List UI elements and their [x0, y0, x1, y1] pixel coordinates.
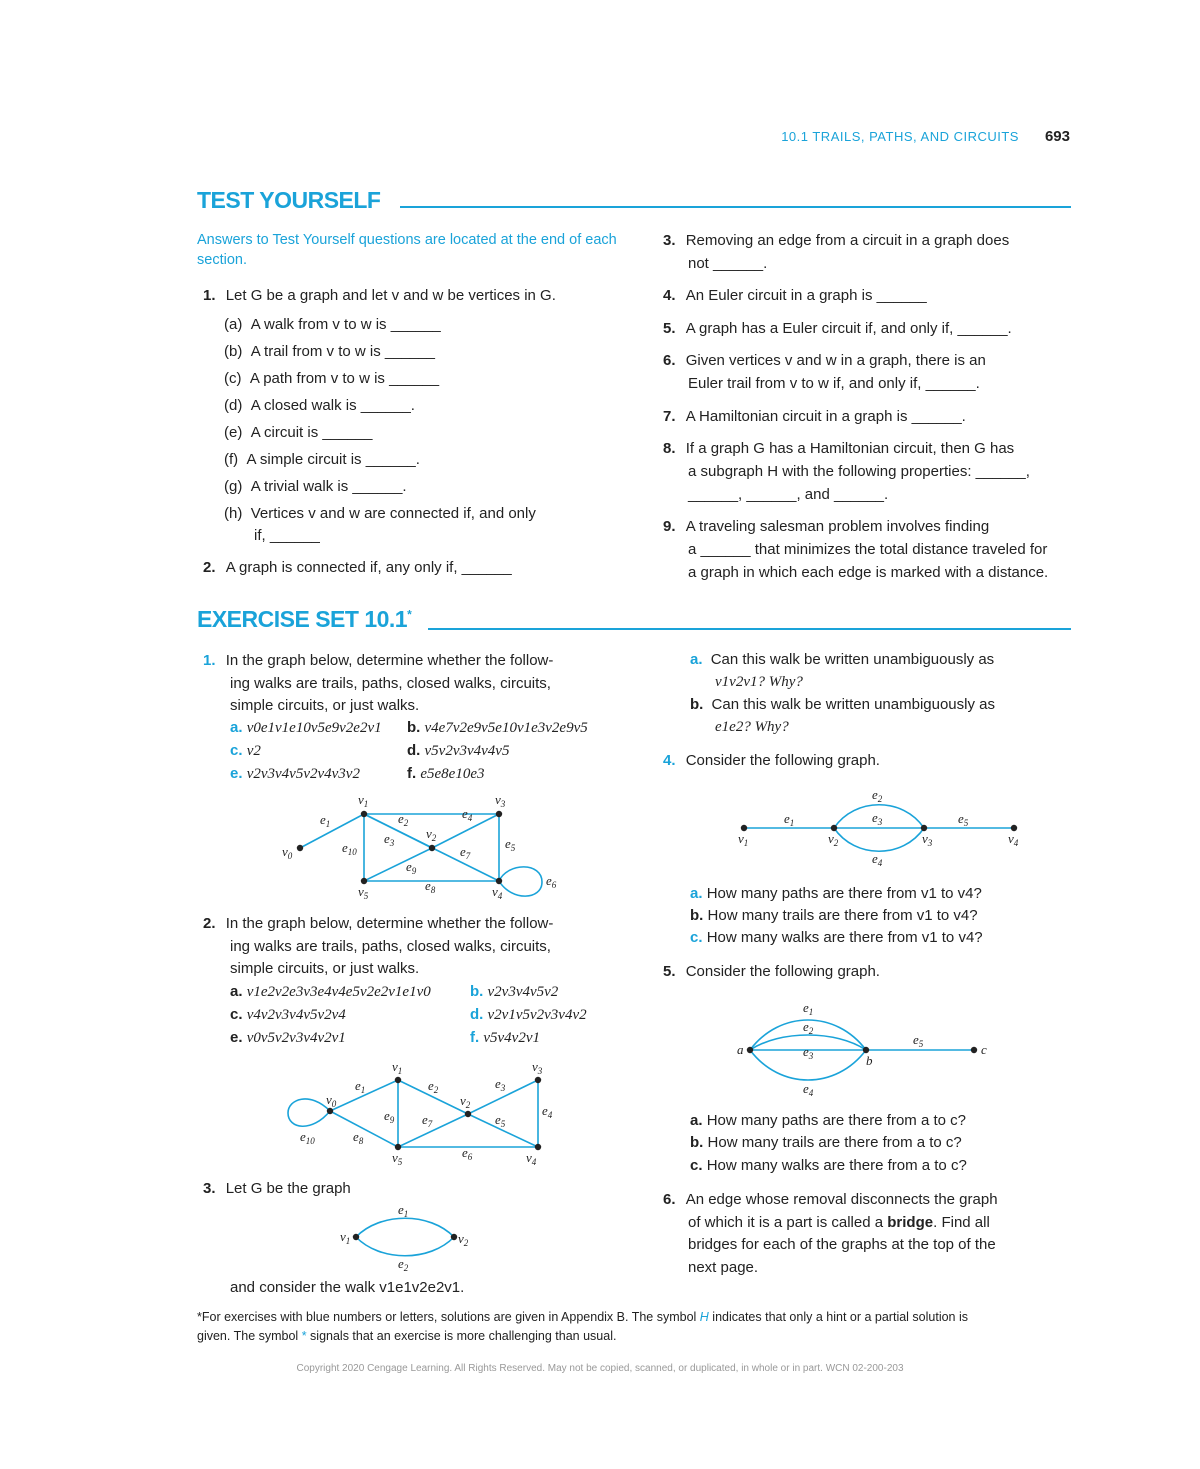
- part-label: b.: [690, 696, 704, 713]
- edge-label: $e_1$: [320, 812, 331, 829]
- ty-q1-part: [224, 446, 624, 473]
- edge-label: $e_3$: [495, 1076, 506, 1093]
- ex6-line: next page.: [688, 1258, 759, 1276]
- running-header: [781, 128, 1070, 145]
- ty-q3-text: Removing an edge from a circuit in a graph does: [685, 232, 1010, 249]
- edge-label: $e_6$: [546, 873, 557, 890]
- part-label: (h): [224, 505, 243, 522]
- edge-label: $e_2$: [398, 811, 409, 828]
- part-label: e.: [230, 765, 243, 782]
- ty-q1-part: [224, 419, 624, 446]
- exercise-3: [203, 1177, 351, 1200]
- ty-question-4: [663, 284, 927, 307]
- ty-q6-text: Given vertices v and w in a graph, there is an: [685, 352, 986, 369]
- exercise-set-title: [197, 606, 411, 633]
- ex2-part-f: [470, 1027, 540, 1049]
- ex3-part-a: [690, 649, 1070, 693]
- ty-q8-num: 8.: [663, 440, 676, 457]
- edge-label: $e_4$: [803, 1081, 814, 1098]
- hint-symbol: H: [699, 1310, 709, 1324]
- graph-vertex: [353, 1234, 359, 1240]
- ex1-part-c: [230, 740, 261, 762]
- ty-q4-num: 4.: [663, 287, 676, 304]
- walk-text: v4e7v2e9v5e10v1e3v2e9v5: [424, 720, 588, 736]
- ex6-line: . Find all: [933, 1213, 990, 1231]
- part-text: A circuit is ______: [250, 424, 373, 441]
- vertex-label: $v_1$: [358, 792, 369, 809]
- edge-label: $e_7$: [460, 844, 471, 861]
- edge-label: $e_4$: [872, 851, 883, 868]
- exercise-5: [663, 960, 880, 983]
- vertex-label: $v_3$: [922, 831, 933, 848]
- part-label: d.: [470, 1006, 484, 1023]
- ty-question-9: [663, 515, 1083, 584]
- ty-question-7: [663, 405, 966, 428]
- part-label: a.: [230, 983, 243, 1000]
- edge-label: $e_8$: [353, 1129, 364, 1146]
- part-label: (f): [224, 451, 239, 468]
- ex3-num: 3.: [203, 1180, 216, 1197]
- part-text: How many walks are there from a to c?: [706, 1157, 967, 1174]
- part-label: (d): [224, 397, 243, 414]
- graph-vertex: [451, 1234, 457, 1240]
- ex2-part-e: [230, 1027, 346, 1049]
- graph-vertex: [297, 845, 303, 851]
- ty-question-8: [663, 437, 1083, 506]
- ty-q2-num: 2.: [203, 559, 216, 576]
- graph-vertex: [535, 1144, 541, 1150]
- ty-q6-num: 6.: [663, 352, 676, 369]
- ty-q8-text: If a graph G has a Hamiltonian circuit, then G has: [685, 440, 1015, 457]
- ex2-part-b: [470, 981, 558, 1003]
- ex1-line: In the graph below, determine whether the follow-: [225, 652, 554, 669]
- part-label: (c): [224, 370, 242, 387]
- part-label: a.: [690, 885, 703, 902]
- ex6-line: An edge whose removal disconnects the graph: [685, 1191, 998, 1208]
- walk-text: v2v3v4v5v2v4v3v2: [246, 766, 360, 782]
- ex1-part-d: [407, 740, 509, 762]
- ty-q9-text: A traveling salesman problem involves finding: [685, 518, 990, 535]
- ty-q1-part: [224, 365, 624, 392]
- part-text-cont: e1e2? Why?: [715, 719, 789, 735]
- vertex-label: $v_0$: [282, 844, 293, 861]
- edge-label: $e_2$: [428, 1078, 439, 1095]
- ex5-num: 5.: [663, 963, 676, 980]
- part-label: f.: [470, 1029, 480, 1046]
- part-text: A trivial walk is ______.: [250, 478, 407, 495]
- graph-vertex: [361, 811, 367, 817]
- ty-question-5: [663, 317, 1012, 340]
- ex2-part-d: [470, 1004, 587, 1026]
- ex4-num: 4.: [663, 752, 676, 769]
- ex1-line: ing walks are trails, paths, closed walks, circuits,: [230, 674, 551, 692]
- ex3-text: Let G be the graph: [225, 1180, 351, 1197]
- edge-label: $e_2$: [803, 1019, 814, 1036]
- graph-vertex: [971, 1047, 977, 1053]
- part-text: Vertices v and w are connected if, and only: [250, 505, 536, 522]
- part-text: A walk from v to w is ______: [250, 316, 441, 333]
- edge-label: $e_1$: [398, 1202, 409, 1219]
- ty-question-2: [203, 556, 512, 579]
- graph-vertex: [429, 845, 435, 851]
- ex6-bold-term: bridge: [887, 1213, 934, 1231]
- walk-text: v2: [246, 743, 261, 759]
- graph-vertex: [535, 1077, 541, 1083]
- part-label: e.: [230, 1029, 243, 1046]
- ex2-line: In the graph below, determine whether the follow-: [225, 915, 554, 932]
- ex6-num: 6.: [663, 1191, 676, 1208]
- ty-q4-text: An Euler circuit in a graph is ______: [685, 287, 927, 304]
- part-label: c.: [690, 929, 703, 946]
- edge-label: $e_5$: [505, 836, 516, 853]
- ex4-part-c: [690, 927, 983, 949]
- exercise-5-graph: [730, 998, 1000, 1103]
- graph-loop: [288, 1099, 330, 1126]
- edge-label: $e_5$: [913, 1032, 924, 1049]
- part-label: b.: [690, 1134, 704, 1151]
- ty-q1-part: [224, 392, 624, 419]
- part-label: (a): [224, 316, 243, 333]
- vertex-label: $v_3$: [495, 792, 506, 809]
- graph-edge: [398, 1114, 468, 1147]
- ty-q3-num: 3.: [663, 232, 676, 249]
- ex4-part-a: [690, 883, 982, 905]
- edge-label: $e_8$: [425, 878, 436, 895]
- part-label: f.: [407, 765, 417, 782]
- vertex-label: $v_3$: [532, 1059, 543, 1076]
- edge-label: $e_4$: [542, 1103, 553, 1120]
- ex2-num: 2.: [203, 915, 216, 932]
- part-text: A path from v to w is ______: [249, 370, 440, 387]
- copyright-notice: Copyright 2020 Cengage Learning. All Rights Reserved. May not be copied, scanned, or duplicated, in whole or in part. WCN 02-200-203: [296, 1363, 904, 1374]
- part-text: A simple circuit is ______.: [246, 451, 420, 468]
- ex5-part-b: [690, 1132, 962, 1154]
- vertex-label: a: [737, 1042, 744, 1057]
- edge-label: $e_3$: [384, 831, 395, 848]
- graph-vertex: [496, 811, 502, 817]
- part-label: a.: [690, 1112, 703, 1129]
- graph-edge: [356, 1218, 454, 1237]
- ty-q6-cont: Euler trail from v to w if, and only if, ______.: [688, 375, 980, 392]
- title-rule: [428, 628, 1071, 630]
- ty-q7-num: 7.: [663, 408, 676, 425]
- graph-vertex: [465, 1111, 471, 1117]
- edge-label: $e_5$: [495, 1112, 506, 1129]
- ex1-part-f: [407, 763, 484, 785]
- edge-label: $e_2$: [872, 787, 883, 804]
- part-label: a.: [230, 719, 243, 736]
- ex3-after-text: and consider the walk v1e1v2e2v1.: [230, 1279, 465, 1296]
- exercise-6: [663, 1189, 1083, 1279]
- ty-q9-cont2: a graph in which each edge is marked with a distance.: [688, 564, 1049, 581]
- edge-label: $e_{10}$: [300, 1129, 315, 1146]
- edge-label: $e_9$: [384, 1108, 395, 1125]
- exercise-2: [203, 913, 623, 981]
- walk-text: v4v2v3v4v5v2v4: [246, 1007, 346, 1023]
- exercise-1-graph: [280, 790, 570, 905]
- ex1-part-a: [230, 717, 382, 739]
- exercise-4-graph: [730, 785, 1030, 870]
- ty-q9-cont: a ______ that minimizes the total distance traveled for: [688, 541, 1048, 558]
- ty-question-3: [663, 229, 1073, 275]
- footnote: [197, 1308, 1077, 1346]
- walk-text: v0v5v2v3v4v2v1: [246, 1030, 346, 1046]
- ex6-line: of which it is a part is called a: [688, 1213, 888, 1231]
- graph-vertex: [747, 1047, 753, 1053]
- part-text-cont: v1v2v1? Why?: [715, 674, 803, 690]
- page-number: 693: [1044, 128, 1070, 145]
- ty-q3-cont: not ______.: [688, 255, 768, 272]
- walk-text: v2v3v4v5v2: [487, 984, 559, 1000]
- walk-text: e5e8e10e3: [420, 766, 485, 782]
- vertex-label: $v_2$: [426, 826, 437, 843]
- edge-label: $e_3$: [803, 1044, 814, 1061]
- edge-label: $e_9$: [406, 859, 417, 876]
- ex2-part-c: [230, 1004, 346, 1026]
- ex6-line: bridges for each of the graphs at the top of the: [688, 1236, 996, 1253]
- edge-label: $e_{10}$: [342, 840, 357, 857]
- ex1-part-b: [407, 717, 588, 739]
- walk-text: v0e1v1e10v5e9v2e2v1: [246, 720, 382, 736]
- ty-q1-part: [224, 311, 624, 338]
- part-text-cont: if, ______: [254, 527, 320, 544]
- ty-q1-part: [224, 503, 624, 547]
- footnote-text: indicates that only a hint or a partial solution is: [708, 1310, 969, 1324]
- title-rule: [400, 206, 1071, 208]
- part-label: b.: [407, 719, 421, 736]
- walk-text: v5v2v3v4v4v5: [424, 743, 510, 759]
- exercise-1: [203, 650, 623, 718]
- vertex-label: $v_1$: [738, 831, 749, 848]
- edge-label: $e_5$: [958, 811, 969, 828]
- ty-q5-num: 5.: [663, 320, 676, 337]
- vertex-label: $v_2$: [828, 831, 839, 848]
- vertex-label: c: [981, 1042, 987, 1057]
- ex1-line: simple circuits, or just walks.: [230, 697, 420, 714]
- part-text: Can this walk be written unambiguously as: [711, 696, 995, 713]
- edge-label: $e_7$: [422, 1112, 433, 1129]
- ty-q2-text: A graph is connected if, any only if, ______: [225, 559, 512, 576]
- graph-edge: [356, 1237, 454, 1256]
- exercise-4: [663, 749, 880, 772]
- graph-vertex: [395, 1077, 401, 1083]
- part-text: How many trails are there from a to c?: [707, 1134, 962, 1151]
- vertex-label: $v_4$: [526, 1150, 537, 1167]
- part-label: c.: [690, 1157, 703, 1174]
- ty-q5-text: A graph has a Euler circuit if, and only if, ______.: [685, 320, 1012, 337]
- ty-q1-part: [224, 473, 624, 500]
- walk-text: v1e2v2e3v3e4v4e5v2e2v1e1v0: [246, 984, 431, 1000]
- edge-label: $e_6$: [462, 1145, 473, 1162]
- vertex-label: $v_2$: [460, 1093, 471, 1110]
- vertex-label: $v_5$: [392, 1150, 403, 1167]
- ty-q8-cont: a subgraph H with the following properties: ______,: [688, 463, 1030, 480]
- footnote-text: *For exercises with blue numbers or letters, solutions are given in Appendix B. The symbol: [197, 1310, 700, 1324]
- part-text: How many paths are there from a to c?: [706, 1112, 966, 1129]
- graph-loop: [499, 867, 542, 896]
- graph-edge: [834, 828, 924, 851]
- edge-label: $e_1$: [355, 1078, 366, 1095]
- vertex-label: $v_4$: [492, 884, 503, 901]
- walk-text: v5v4v2v1: [483, 1030, 540, 1046]
- vertex-label: $v_5$: [358, 884, 369, 901]
- part-label: b.: [690, 907, 704, 924]
- part-label: c.: [230, 1006, 243, 1023]
- part-text: How many trails are there from v1 to v4?: [707, 907, 978, 924]
- vertex-label: $v_4$: [1008, 831, 1019, 848]
- ex2-line: simple circuits, or just walks.: [230, 960, 420, 977]
- ty-q1-part: [224, 338, 624, 365]
- exercise-2-graph: [280, 1055, 570, 1173]
- graph-edge: [364, 848, 432, 881]
- edge-label: $e_1$: [784, 811, 795, 828]
- ty-q1-parts: [224, 311, 624, 547]
- edge-label: $e_4$: [462, 806, 473, 823]
- part-label: d.: [407, 742, 421, 759]
- ex4-text: Consider the following graph.: [685, 752, 880, 769]
- part-label: c.: [230, 742, 243, 759]
- vertex-label: $v_1$: [392, 1059, 403, 1076]
- ex5-text: Consider the following graph.: [685, 963, 880, 980]
- ex1-num: 1.: [203, 652, 216, 669]
- exercise-set-title-text: EXERCISE SET 10.1: [197, 606, 408, 632]
- part-label: b.: [470, 983, 484, 1000]
- exercise-set-title-mark: *: [407, 607, 412, 622]
- ex2-line: ing walks are trails, paths, closed walks, circuits,: [230, 937, 551, 955]
- ty-q1-text: Let G be a graph and let v and w be vertices in G.: [225, 287, 556, 304]
- vertex-label: $v_2$: [458, 1231, 469, 1248]
- ty-q9-num: 9.: [663, 518, 676, 535]
- ex1-part-e: [230, 763, 360, 785]
- vertex-label: $v_1$: [340, 1229, 351, 1246]
- edge-label: $e_2$: [398, 1256, 409, 1273]
- part-label: (b): [224, 343, 243, 360]
- ex5-part-c: [690, 1155, 967, 1177]
- ty-q8-cont2: ______, ______, and ______.: [688, 486, 889, 503]
- ex5-part-a: [690, 1110, 966, 1132]
- ex3-part-b: [690, 694, 1070, 738]
- vertex-label: b: [866, 1053, 873, 1068]
- ex2-part-a: [230, 981, 431, 1003]
- ex4-part-b: [690, 905, 978, 927]
- footnote-text: signals that an exercise is more challenging than usual.: [306, 1329, 617, 1343]
- test-yourself-note: Answers to Test Yourself questions are located at the end of each section.: [197, 232, 617, 268]
- edge-label: $e_3$: [872, 810, 883, 827]
- section-heading: 10.1 TRAILS, PATHS, AND CIRCUITS: [781, 129, 1019, 144]
- exercise-3-graph: [330, 1200, 480, 1275]
- challenge-symbol: *: [301, 1329, 307, 1343]
- ty-q1-num: 1.: [203, 287, 216, 304]
- footnote-text: given. The symbol: [197, 1329, 302, 1343]
- part-label: (e): [224, 424, 243, 441]
- ty-question-1: [203, 284, 623, 307]
- part-label: (g): [224, 478, 243, 495]
- part-text: Can this walk be written unambiguously as: [710, 651, 995, 668]
- ty-question-6: [663, 349, 1073, 395]
- edge-label: $e_1$: [803, 1000, 814, 1017]
- vertex-label: $v_0$: [326, 1092, 337, 1109]
- walk-text: v2v1v5v2v3v4v2: [487, 1007, 587, 1023]
- part-text: How many walks are there from v1 to v4?: [706, 929, 983, 946]
- part-text: A trail from v to w is ______: [250, 343, 435, 360]
- part-label: a.: [690, 651, 703, 668]
- test-yourself-title: TEST YOURSELF: [197, 187, 381, 213]
- part-text: A closed walk is ______.: [250, 397, 415, 414]
- graph-edge: [300, 814, 364, 848]
- ty-q7-text: A Hamiltonian circuit in a graph is ______.: [685, 408, 966, 425]
- part-text: How many paths are there from v1 to v4?: [706, 885, 982, 902]
